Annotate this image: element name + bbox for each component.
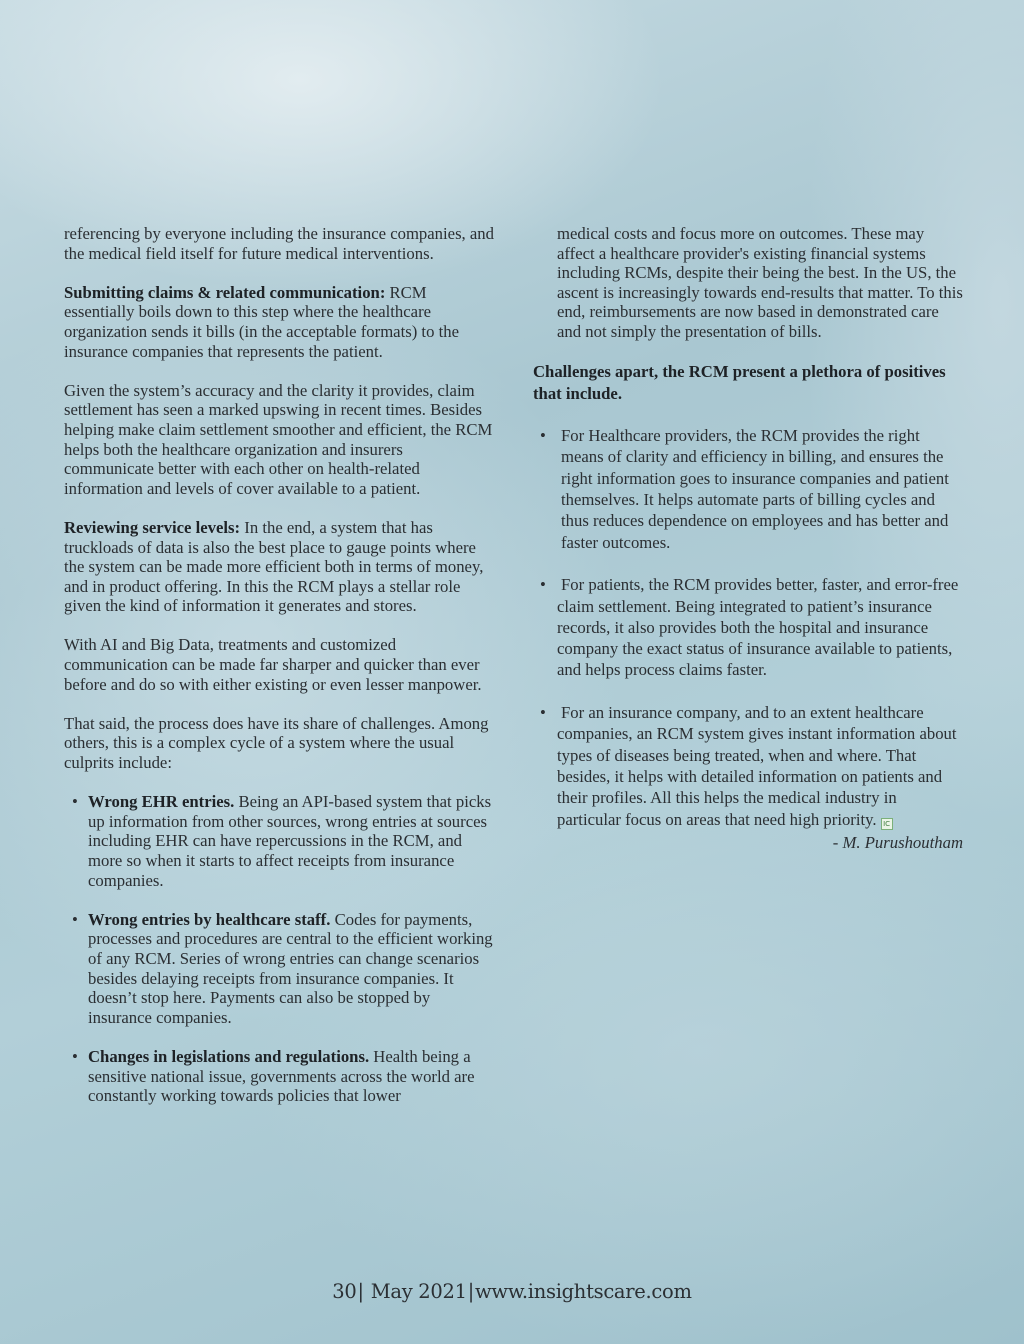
list-item-text: Codes for payments, processes and procedures are central to the efficient working of any RCM. Series of wrong entries can change scenarios besides delaying receipts from insurance companies. It doesn’t stop here. Payments can also be stopped by insurance companies. bbox=[88, 909, 493, 1027]
bullet-icon: • bbox=[72, 792, 78, 812]
list-item-heading: Wrong entries by healthcare staff. bbox=[88, 909, 331, 929]
author-signature: - M. Purushoutham bbox=[832, 833, 963, 853]
submitting-claims-heading: Submitting claims & related communication: bbox=[64, 282, 386, 302]
positives-list bbox=[533, 425, 963, 830]
positives-heading: Challenges apart, the RCM present a plethora of positives that include. bbox=[533, 362, 946, 404]
list-item-heading: Wrong EHR entries. bbox=[88, 792, 235, 812]
end-mark-icon: IC bbox=[881, 818, 893, 830]
page-footer bbox=[0, 1280, 1024, 1303]
list-item bbox=[533, 702, 963, 830]
right-column bbox=[533, 224, 963, 853]
paragraph-intro: referencing by everyone including the insurance companies, and the medical field itself for future medical interventions. bbox=[64, 224, 494, 263]
challenges-list bbox=[64, 792, 496, 1106]
list-item-text: For patients, the RCM provides better, faster, and error-free claim settlement. Being integrated to patient’s insurance records, it also provides both the hospital and insurance company the exact status of insurance available to patients, and helps process claims faster. bbox=[557, 575, 959, 680]
submitting-claims-text: RCM essentially boils down to this step where the healthcare organization sends it bills (in the acceptable formats) to the insurance companies that represents the patient. bbox=[64, 282, 459, 361]
bullet-icon: • bbox=[72, 909, 78, 929]
list-item bbox=[533, 425, 963, 553]
footer-separator: | bbox=[467, 1280, 475, 1303]
bullet-icon: • bbox=[540, 703, 546, 723]
list-item bbox=[64, 910, 496, 1028]
page-number: 30 bbox=[332, 1280, 357, 1303]
list-item-text: Being an API-based system that picks up information from other sources, wrong entries at sources including EHR can have repercussions in the RCM, and more so when it starts to affect receipts from insurance companies. bbox=[88, 792, 492, 890]
list-item-heading: Changes in legislations and regulations. bbox=[88, 1046, 370, 1066]
reviewing-service-text: In the end, a system that has truckloads of data is also the best place to gauge points where the system can be made more efficient both in terms of money, and in product offering. In this the RCM plays a stellar role given the kind of information it generates and stores. bbox=[64, 517, 484, 616]
list-item-text: For Healthcare providers, the RCM provides the right means of clarity and efficiency in billing, and ensures the right information goes to insurance companies and patient themselves. It helps automate parts of billing cycles and thus reduces dependence on employees and has better and faster outcomes. bbox=[561, 426, 949, 552]
bullet-icon: • bbox=[540, 575, 546, 595]
list-item bbox=[533, 574, 963, 680]
left-column bbox=[64, 224, 496, 1125]
paragraph-medical-costs: medical costs and focus more on outcomes. These may affect a healthcare provider's existing financial systems including RCMs, despite their being the best. In the US, the ascent is increasingly towards end-results that matter. To this end, reimbursements are now based in demonstrated care and not simply the presentation of bills. bbox=[557, 224, 963, 341]
paragraph-ai-big-data: With AI and Big Data, treatments and customized communication can be made far sharper and quicker than ever before and do so with either existing or even lesser manpower. bbox=[64, 635, 482, 694]
website-link[interactable]: www.insightscare.com bbox=[475, 1280, 692, 1303]
paragraph-submitting-claims bbox=[64, 283, 496, 361]
bullet-icon: • bbox=[540, 426, 546, 446]
footer-separator: | bbox=[357, 1280, 364, 1303]
issue-date: May 2021 bbox=[370, 1280, 467, 1303]
list-item bbox=[64, 1047, 496, 1106]
paragraph-claim-settlement: Given the system’s accuracy and the clarity it provides, claim settlement has seen a marked upswing in recent times. Besides helping make claim settlement smoother and efficient, the RCM helps both the healthcare organization and insurers communicate better with each other on health-related information and levels of cover available to a patient. bbox=[64, 380, 493, 498]
list-item bbox=[64, 792, 496, 890]
reviewing-service-heading: Reviewing service levels: bbox=[64, 517, 241, 537]
list-item-text: For an insurance company, and to an extent healthcare companies, an RCM system gives instant information about types of diseases being treated, when and where. That besides, it helps with detailed information on patients and their profiles. All this helps the medical industry in particular focus on areas that need high priority. bbox=[557, 703, 957, 829]
paragraph-reviewing-service bbox=[64, 518, 496, 616]
paragraph-challenges-intro: That said, the process does have its share of challenges. Among others, this is a complex cycle of a system where the usual culprits include: bbox=[64, 713, 489, 773]
list-item-text: Health being a sensitive national issue, governments across the world are constantly working towards policies that lower bbox=[88, 1046, 475, 1106]
bullet-icon: • bbox=[72, 1046, 78, 1066]
